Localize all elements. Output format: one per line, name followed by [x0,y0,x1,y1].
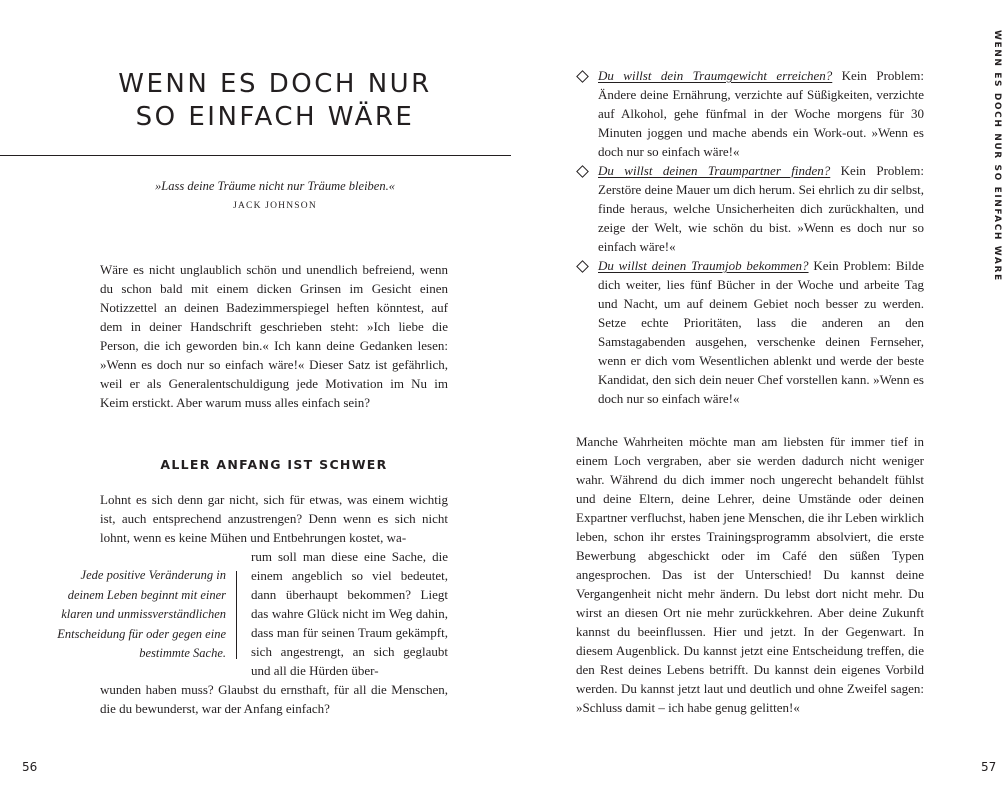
diamond-bullet-icon [576,260,589,273]
page-number-right: 57 [981,760,997,774]
list-item [576,256,924,408]
pull-quote: Jede positive Veränderung in deinem Leben beginnt mit einer klaren und unmissverständlichen Entscheidung für oder gegen eine bestimmte Sache. [57,568,226,660]
chapter-title-line-1: WENN ES DOCH NUR [118,69,432,99]
bullet-list [576,66,924,408]
bullet-text: Kein Problem: Bilde dich weiter, lies fünf Bücher in der Woche und arbeite Tag und Nacht, um auf deinem Gebiet noch besser zu werden. Setze echte Prioritäten, lass die anderen an den Samstagabenden ausgehen, verschenke deinen Fernseher, wenn er dich vom Wesentlichen ablenkt und werde der beste Kandidat, den sich dein neuer Chef vorstellen kann. »Wenn es doch nur so einfach wäre!« [598,258,924,406]
page-number-left: 56 [22,760,38,774]
motto-quote: »Lass deine Träume nicht nur Träume bleiben.« [155,179,395,193]
bullet-lead: Du willst deinen Traumpartner finden? [598,163,831,178]
body-paragraph-2-wrap: rum soll man diese eine Sache, die einem angeblich so viel bedeutet, dann überhaupt bekommen? Liegt das wahre Glück nicht im Weg dahin, dass man für seinen Traum gekämpft, sich angestrengt, an sich geglaubt und all die Hürden über- [251,549,448,678]
body-paragraph-1: Wäre es nicht unglaublich schön und unendlich befreiend, wenn du schon bald mit einem dicken Grinsen im Gesicht einen Notizzettel an deinen Badezimmerspiegel heften könntest, auf dem in deiner Handschrift geschrieben steht: »Ich liebe die Person, die ich geworden bin.« Ich kann deine Gedanken lesen: »Wenn es doch nur so einfach wäre!« Dieser Satz ist gefährlich, weil er als Generalentschuldigung jede Motivation im Nu im Keim erstickt. Aber warum muss alles einfach sein? [100,262,448,410]
body-paragraph-2-end: wunden haben muss? Glaubst du ernsthaft, für all die Menschen, die du bewunderst, war der Anfang einfach? [100,682,448,716]
left-page [0,0,500,800]
motto-author: JACK JOHNSON [233,201,317,211]
diamond-bullet-icon [576,70,589,83]
section-subheading: ALLER ANFANG IST SCHWER [160,457,388,472]
bullet-text: Kein Problem: Ändere deine Ernährung, verzichte auf Süßigkeiten, verzichte auf Alkohol, gehe fünfmal in der Woche morgens für 30 Minuten joggen und mache abends ein Work-out. »Wenn es doch nur so einfach wäre!« [598,68,924,159]
pull-quote-rule [236,571,237,659]
body-paragraph-3: Manche Wahrheiten möchte man am liebsten für immer tief in einem Loch vergraben, aber sie werden dadurch nicht weniger wahr. Während du dich immer noch ungerecht behandelt fühlst und deine Eltern, deine Lehrer, deine Umstände oder deinen Expartner verfluchst, haben jene Menschen, die ihr Leben wirklich leben, schon ihr erstes Trainingsprogramm absolviert, die erste Bewerbung abgeschickt oder im Café den süßen Typen angesprochen. Das ist der Unterschied! Du kannst deine Vergangenheit nicht mehr ändern. Du lebst dort nicht mehr. Du wirst an diesen Ort nie mehr zurückkehren. Aber deine Zukunft kannst du beeinflussen. Hier und jetzt. In der Gegenwart. In diesem Augenblick. Du kannst jetzt eine Entscheidung treffen, die den Rest deines Lebens betrifft. Du kannst dein eigenes Vorbild werden. Du kannst jetzt laut und deutlich und ohne Zweifel sagen: »Schluss damit – ich habe genug gelitten!« [576,434,924,715]
chapter-title [110,68,440,134]
body-paragraph-2-start: Lohnt es sich denn gar nicht, sich für etwas, was einem wichtig ist, auch entsprechend anzustrengen? Denn wenn es sich nicht lohnt, wenn es keine Mühen und Entbehrungen kostet, wa- [100,492,448,545]
list-item [576,66,924,161]
list-item [576,161,924,256]
chapter-title-line-2: SO EINFACH WÄRE [135,102,415,132]
diamond-bullet-icon [576,165,589,178]
title-divider [0,155,511,156]
bullet-lead: Du willst dein Traumgewicht erreichen? [598,68,833,83]
running-head: WENN ES DOCH NUR SO EINFACH WÄRE [992,30,1002,282]
bullet-text: Kein Problem: Zerstöre deine Mauer um dich herum. Sei ehrlich zu dir selbst, finde heraus, welche Unsicherheiten dich zurückhalten, und zeige der Welt, wie schön du bist. »Wenn es doch nur so einfach wäre!« [598,163,924,254]
bullet-lead: Du willst deinen Traumjob bekommen? [598,258,809,273]
